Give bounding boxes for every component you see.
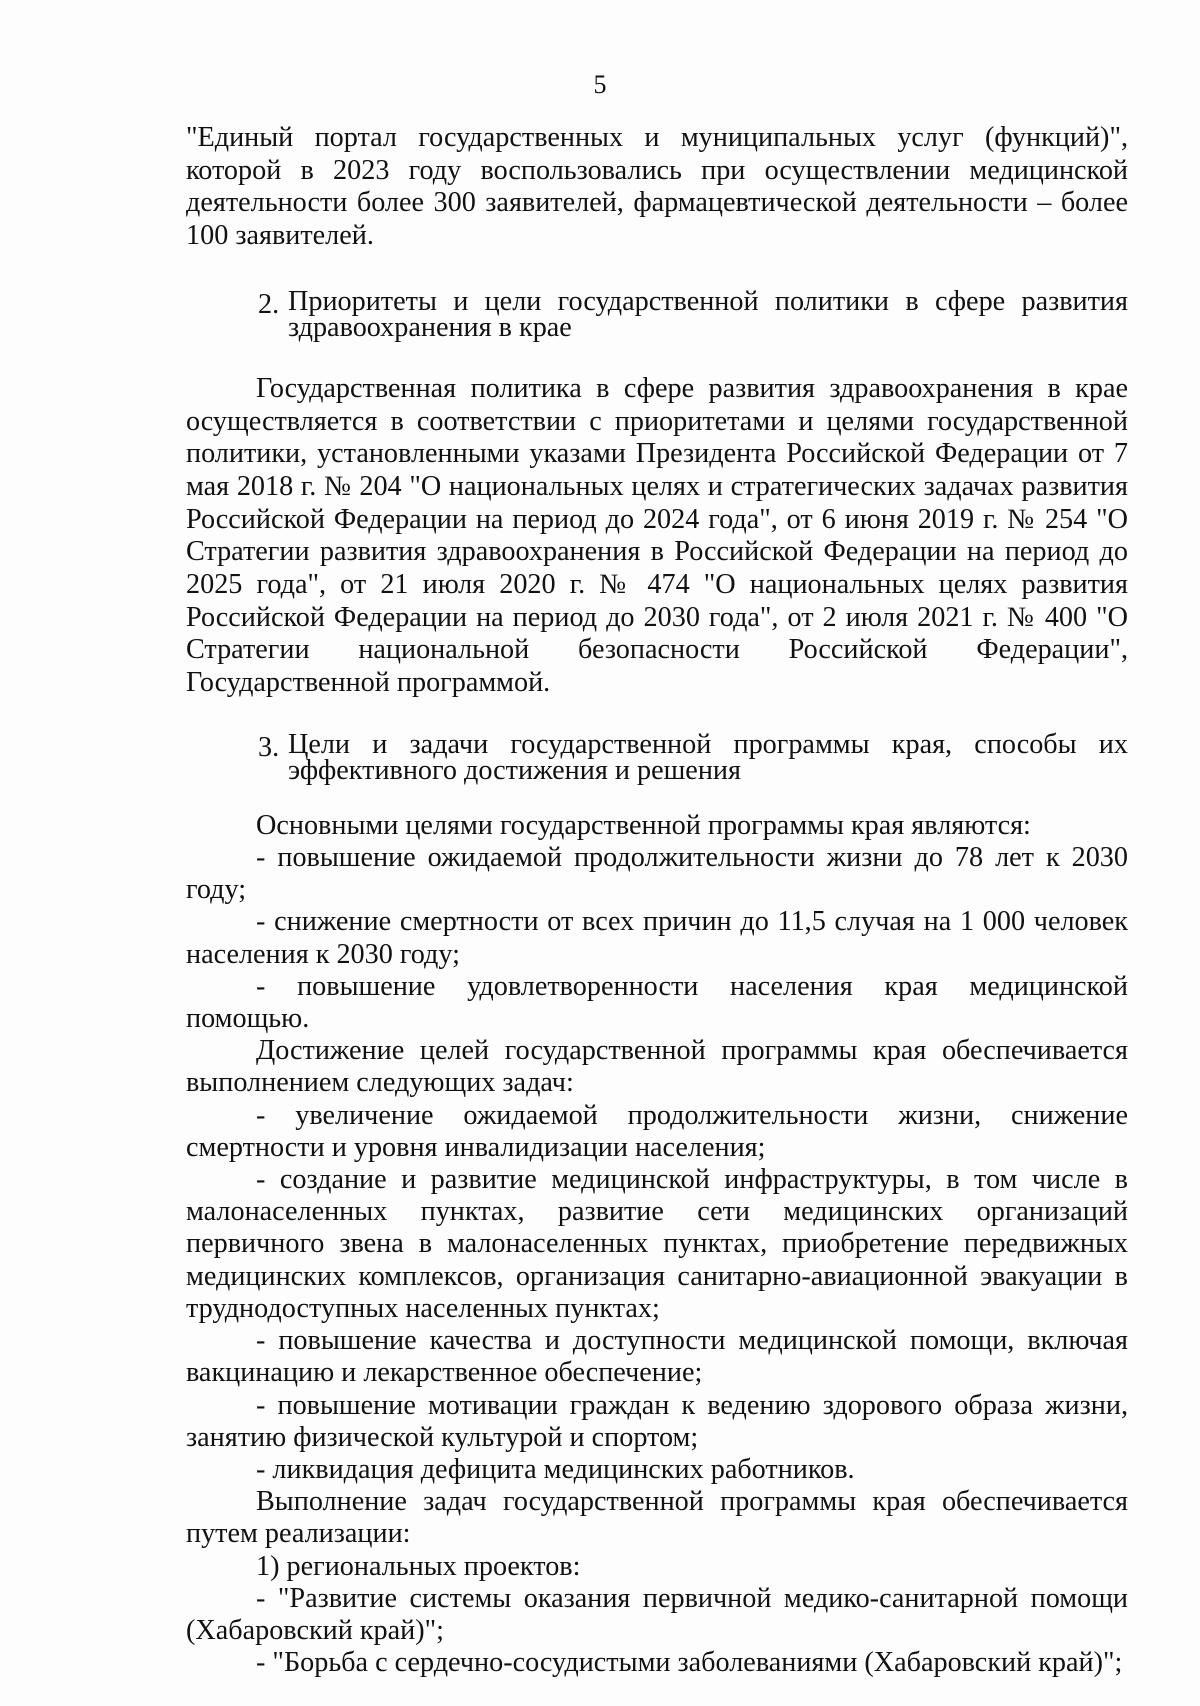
section-2-heading bbox=[186, 285, 1128, 343]
section-3-title: Цели и задачи государственной программы края, способы их эффективного достижения и решения bbox=[288, 728, 1128, 786]
intro-paragraph: "Единый портал государственных и муниципальных услуг (функций)", которой в 2023 году воспользовались при осуществлении медицинской деятельности более 300 заявителей, фармацевтической деятельности – более 100 заявителей. bbox=[186, 122, 1128, 252]
page-number: 5 bbox=[593, 70, 607, 99]
section-2-body: Государственная политика в сфере развития здравоохранения в крае осуществляется в соответствии с приоритетами и целями государственной политики, установленными указами Президента Российской Федерации от 7 мая 2018 г. № 204 "О национальных целях и стратегических задачах развития Российской Федерации на период до 2024 года", от 6 июня 2019 г. № 254 "О Стратегии развития здравоохранения в Российской Федерации на период до 2025 года", от 21 июля 2020 г. № 474 "О национальных целях развития Российской Федерации на период до 2030 года", от 2 июля 2021 г. № 400 "О Стратегии национальной безопасности Российской Федерации", Государственной программой. bbox=[186, 372, 1128, 699]
section-3-number: 3. bbox=[258, 731, 280, 763]
regional-projects-label: 1) региональных проектов: bbox=[256, 1550, 581, 1582]
task-item: - ликвидация дефицита медицинских работников. bbox=[256, 1453, 855, 1485]
task-item: - увеличение ожидаемой продолжительности жизни, снижение смертности и уровня инвалидизации населения; bbox=[186, 1099, 1128, 1163]
regional-project-item: - "Борьба с сердечно-сосудистыми заболеваниями (Хабаровский край)"; bbox=[256, 1647, 1123, 1679]
section-2-title: Приоритеты и цели государственной политики в сфере развития здравоохранения в крае bbox=[288, 285, 1128, 343]
regional-project-item: - "Развитие системы оказания первичной медико-санитарной помощи (Хабаровский край)"; bbox=[186, 1582, 1128, 1646]
goals-intro: Основными целями государственной программы края являются: bbox=[256, 809, 1031, 841]
implementation-intro: Выполнение задач государственной программы края обеспечивается путем реализации: bbox=[186, 1486, 1128, 1550]
document-body bbox=[186, 122, 1128, 1679]
section-2-number: 2. bbox=[258, 288, 280, 320]
task-item: - создание и развитие медицинской инфраструктуры, в том числе в малонаселенных пунктах, развитие сети медицинских организаций первичного звена в малонаселенных пунктах, приобретение передвижных медицинских комплексов, организация санитарно-авиационной эвакуации в труднодоступных населенных пунктах; bbox=[186, 1164, 1128, 1324]
tasks-intro: Достижение целей государственной программы края обеспечивается выполнением следующих задач: bbox=[186, 1035, 1128, 1099]
goal-item: - повышение ожидаемой продолжительности жизни до 78 лет к 2030 году; bbox=[186, 842, 1128, 906]
goal-item: - повышение удовлетворенности населения края медицинской помощью. bbox=[186, 970, 1128, 1035]
goal-item: - снижение смертности от всех причин до 11,5 случая на 1 000 человек населения к 2030 году; bbox=[186, 906, 1128, 970]
section-3-heading bbox=[186, 728, 1128, 786]
task-item: - повышение мотивации граждан к ведению здорового образа жизни, занятию физической культурой и спортом; bbox=[186, 1389, 1128, 1453]
task-item: - повышение качества и доступности медицинской помощи, включая вакцинацию и лекарственное обеспечение; bbox=[186, 1325, 1128, 1389]
